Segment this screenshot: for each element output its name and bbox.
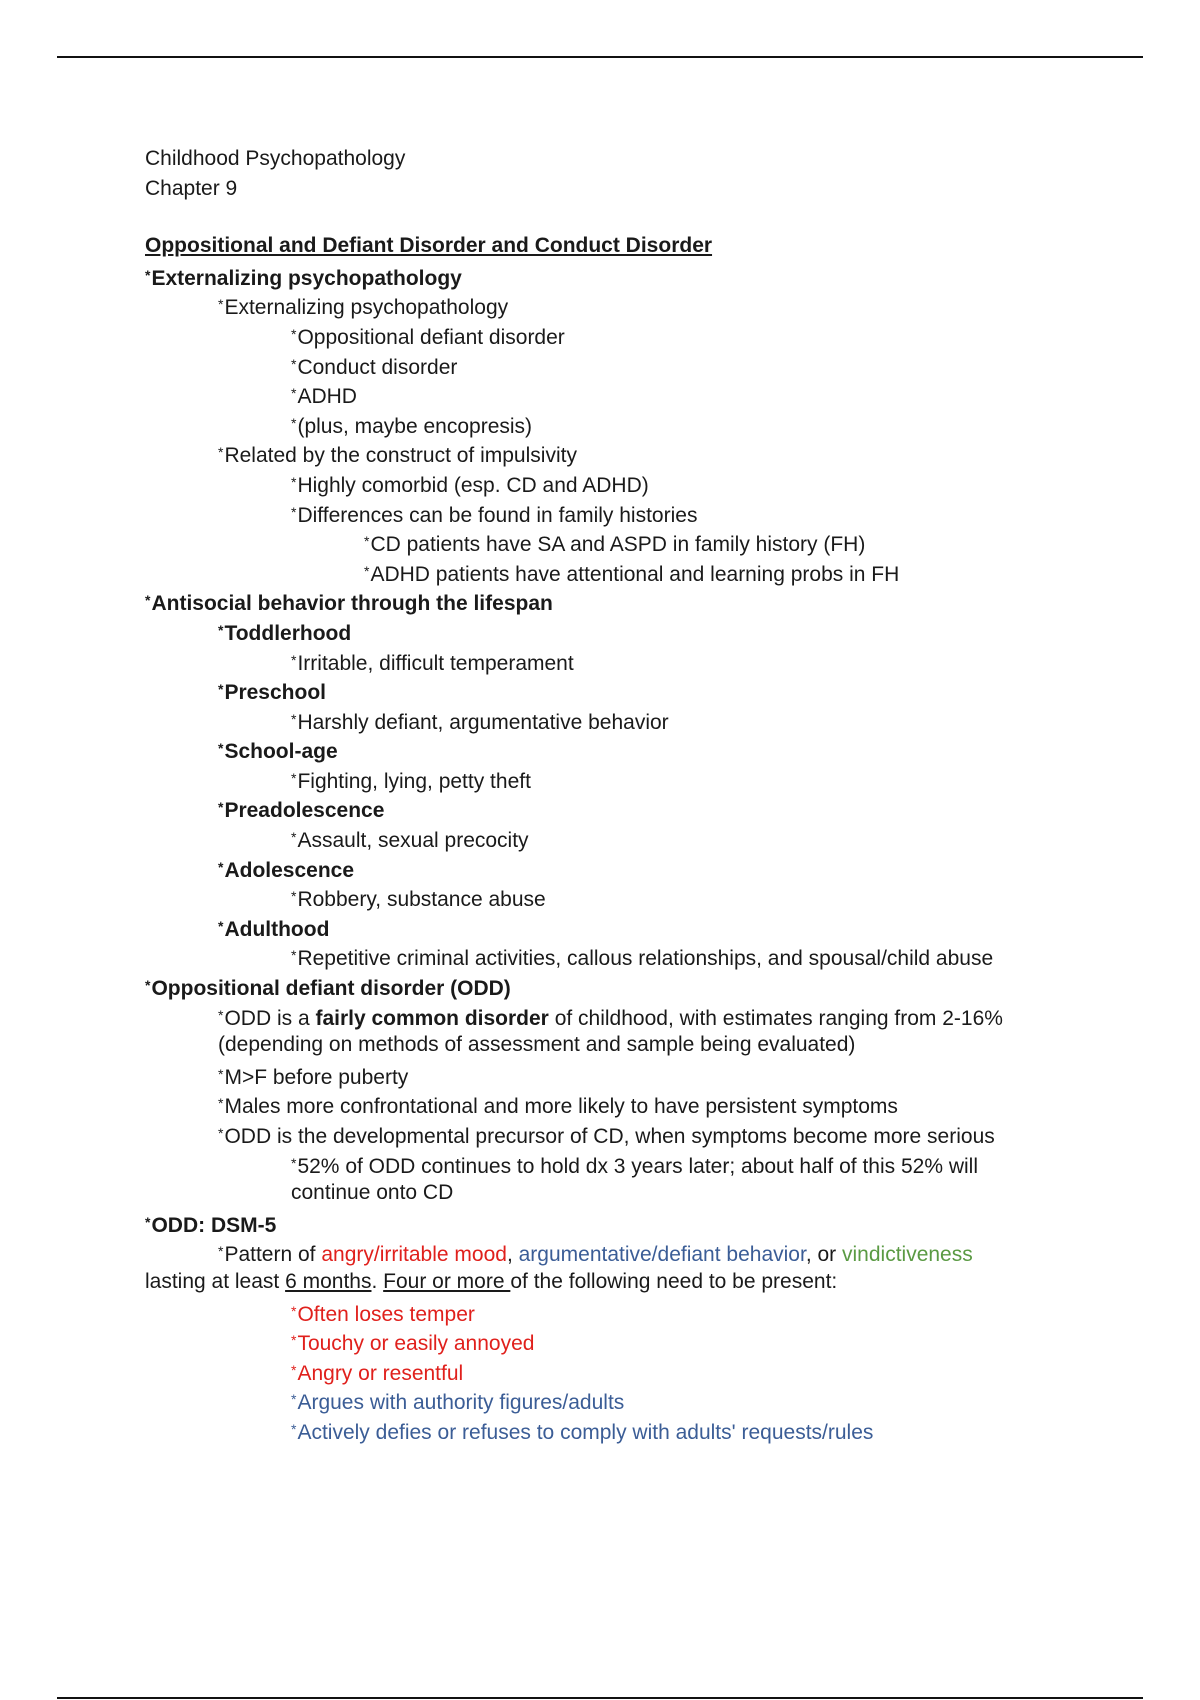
stage-name: *Preadolescence xyxy=(218,799,385,823)
list-item: *Externalizing psychopathology xyxy=(218,296,509,320)
heading-dsm: *ODD: DSM-5 xyxy=(145,1213,277,1237)
top-rule xyxy=(57,56,1143,58)
criterion-item: *Often loses temper xyxy=(291,1302,475,1326)
stage-desc: *Assault, sexual precocity xyxy=(291,829,529,853)
list-item: *CD patients have SA and ASPD in family history (FH) xyxy=(364,533,866,557)
chapter-label: Chapter 9 xyxy=(145,176,238,200)
section-title: Oppositional and Defiant Disorder and Conduct Disorder xyxy=(145,234,713,258)
bullet: * xyxy=(145,266,151,283)
list-item: *52% of ODD continues to hold dx 3 years later; about half of this 52% will xyxy=(291,1154,978,1178)
list-item: *Related by the construct of impulsivity xyxy=(218,444,577,468)
list-item: *ODD is the developmental precursor of CD, when symptoms become more serious xyxy=(218,1125,995,1148)
criterion-item: *Actively defies or refuses to comply with adults' requests/rules xyxy=(291,1420,874,1444)
stage-name: *School-age xyxy=(218,740,338,764)
dsm-duration: lasting at least 6 months. Four or more of the following need to be present: xyxy=(145,1269,838,1293)
list-item: *Conduct disorder xyxy=(291,355,458,379)
list-item: *ADHD patients have attentional and learning probs in FH xyxy=(364,562,900,586)
stage-desc: *Harshly defiant, argumentative behavior xyxy=(291,710,669,734)
stage-desc: *Irritable, difficult temperament xyxy=(291,651,574,675)
stage-name: *Toddlerhood xyxy=(218,621,352,645)
stage-name: *Adulthood xyxy=(218,917,330,941)
document-body xyxy=(145,144,1045,1445)
list-item: *Highly comorbid (esp. CD and ADHD) xyxy=(291,473,649,497)
stage-name: *Preschool xyxy=(218,681,326,705)
list-item-cont: continue onto CD xyxy=(291,1181,454,1205)
heading-lifespan: *Antisocial behavior through the lifespan xyxy=(145,592,553,616)
course-title: Childhood Psychopathology xyxy=(145,147,406,170)
criterion-item: *Touchy or easily annoyed xyxy=(291,1332,535,1356)
criterion-item: *Argues with authority figures/adults xyxy=(291,1391,625,1415)
dsm-pattern: *Pattern of angry/irritable mood, argumentative/defiant behavior, or vindictiveness xyxy=(218,1243,973,1267)
list-item: *Oppositional defiant disorder xyxy=(291,325,565,349)
list-item: *Males more confrontational and more likely to have persistent symptoms xyxy=(218,1095,898,1119)
list-item: *ADHD xyxy=(291,385,357,409)
odd-prevalence: *ODD is a fairly common disorder of childhood, with estimates ranging from 2-16% xyxy=(218,1006,1003,1030)
bottom-rule xyxy=(57,1697,1143,1699)
stage-desc: *Repetitive criminal activities, callous relationships, and spousal/child abuse xyxy=(291,947,994,971)
list-item: *Differences can be found in family histories xyxy=(291,503,698,527)
stage-desc: *Fighting, lying, petty theft xyxy=(291,769,531,793)
odd-prevalence-cont: (depending on methods of assessment and sample being evaluated) xyxy=(218,1033,856,1057)
stage-name: *Adolescence xyxy=(218,858,355,882)
list-item: *M>F before puberty xyxy=(218,1065,409,1089)
list-item: *(plus, maybe encopresis) xyxy=(291,414,533,438)
criterion-item: *Angry or resentful xyxy=(291,1361,464,1385)
heading-externalizing: *Externalizing psychopathology xyxy=(145,266,462,290)
stage-desc: *Robbery, substance abuse xyxy=(291,888,546,912)
heading-odd: *Oppositional defiant disorder (ODD) xyxy=(145,977,511,1001)
